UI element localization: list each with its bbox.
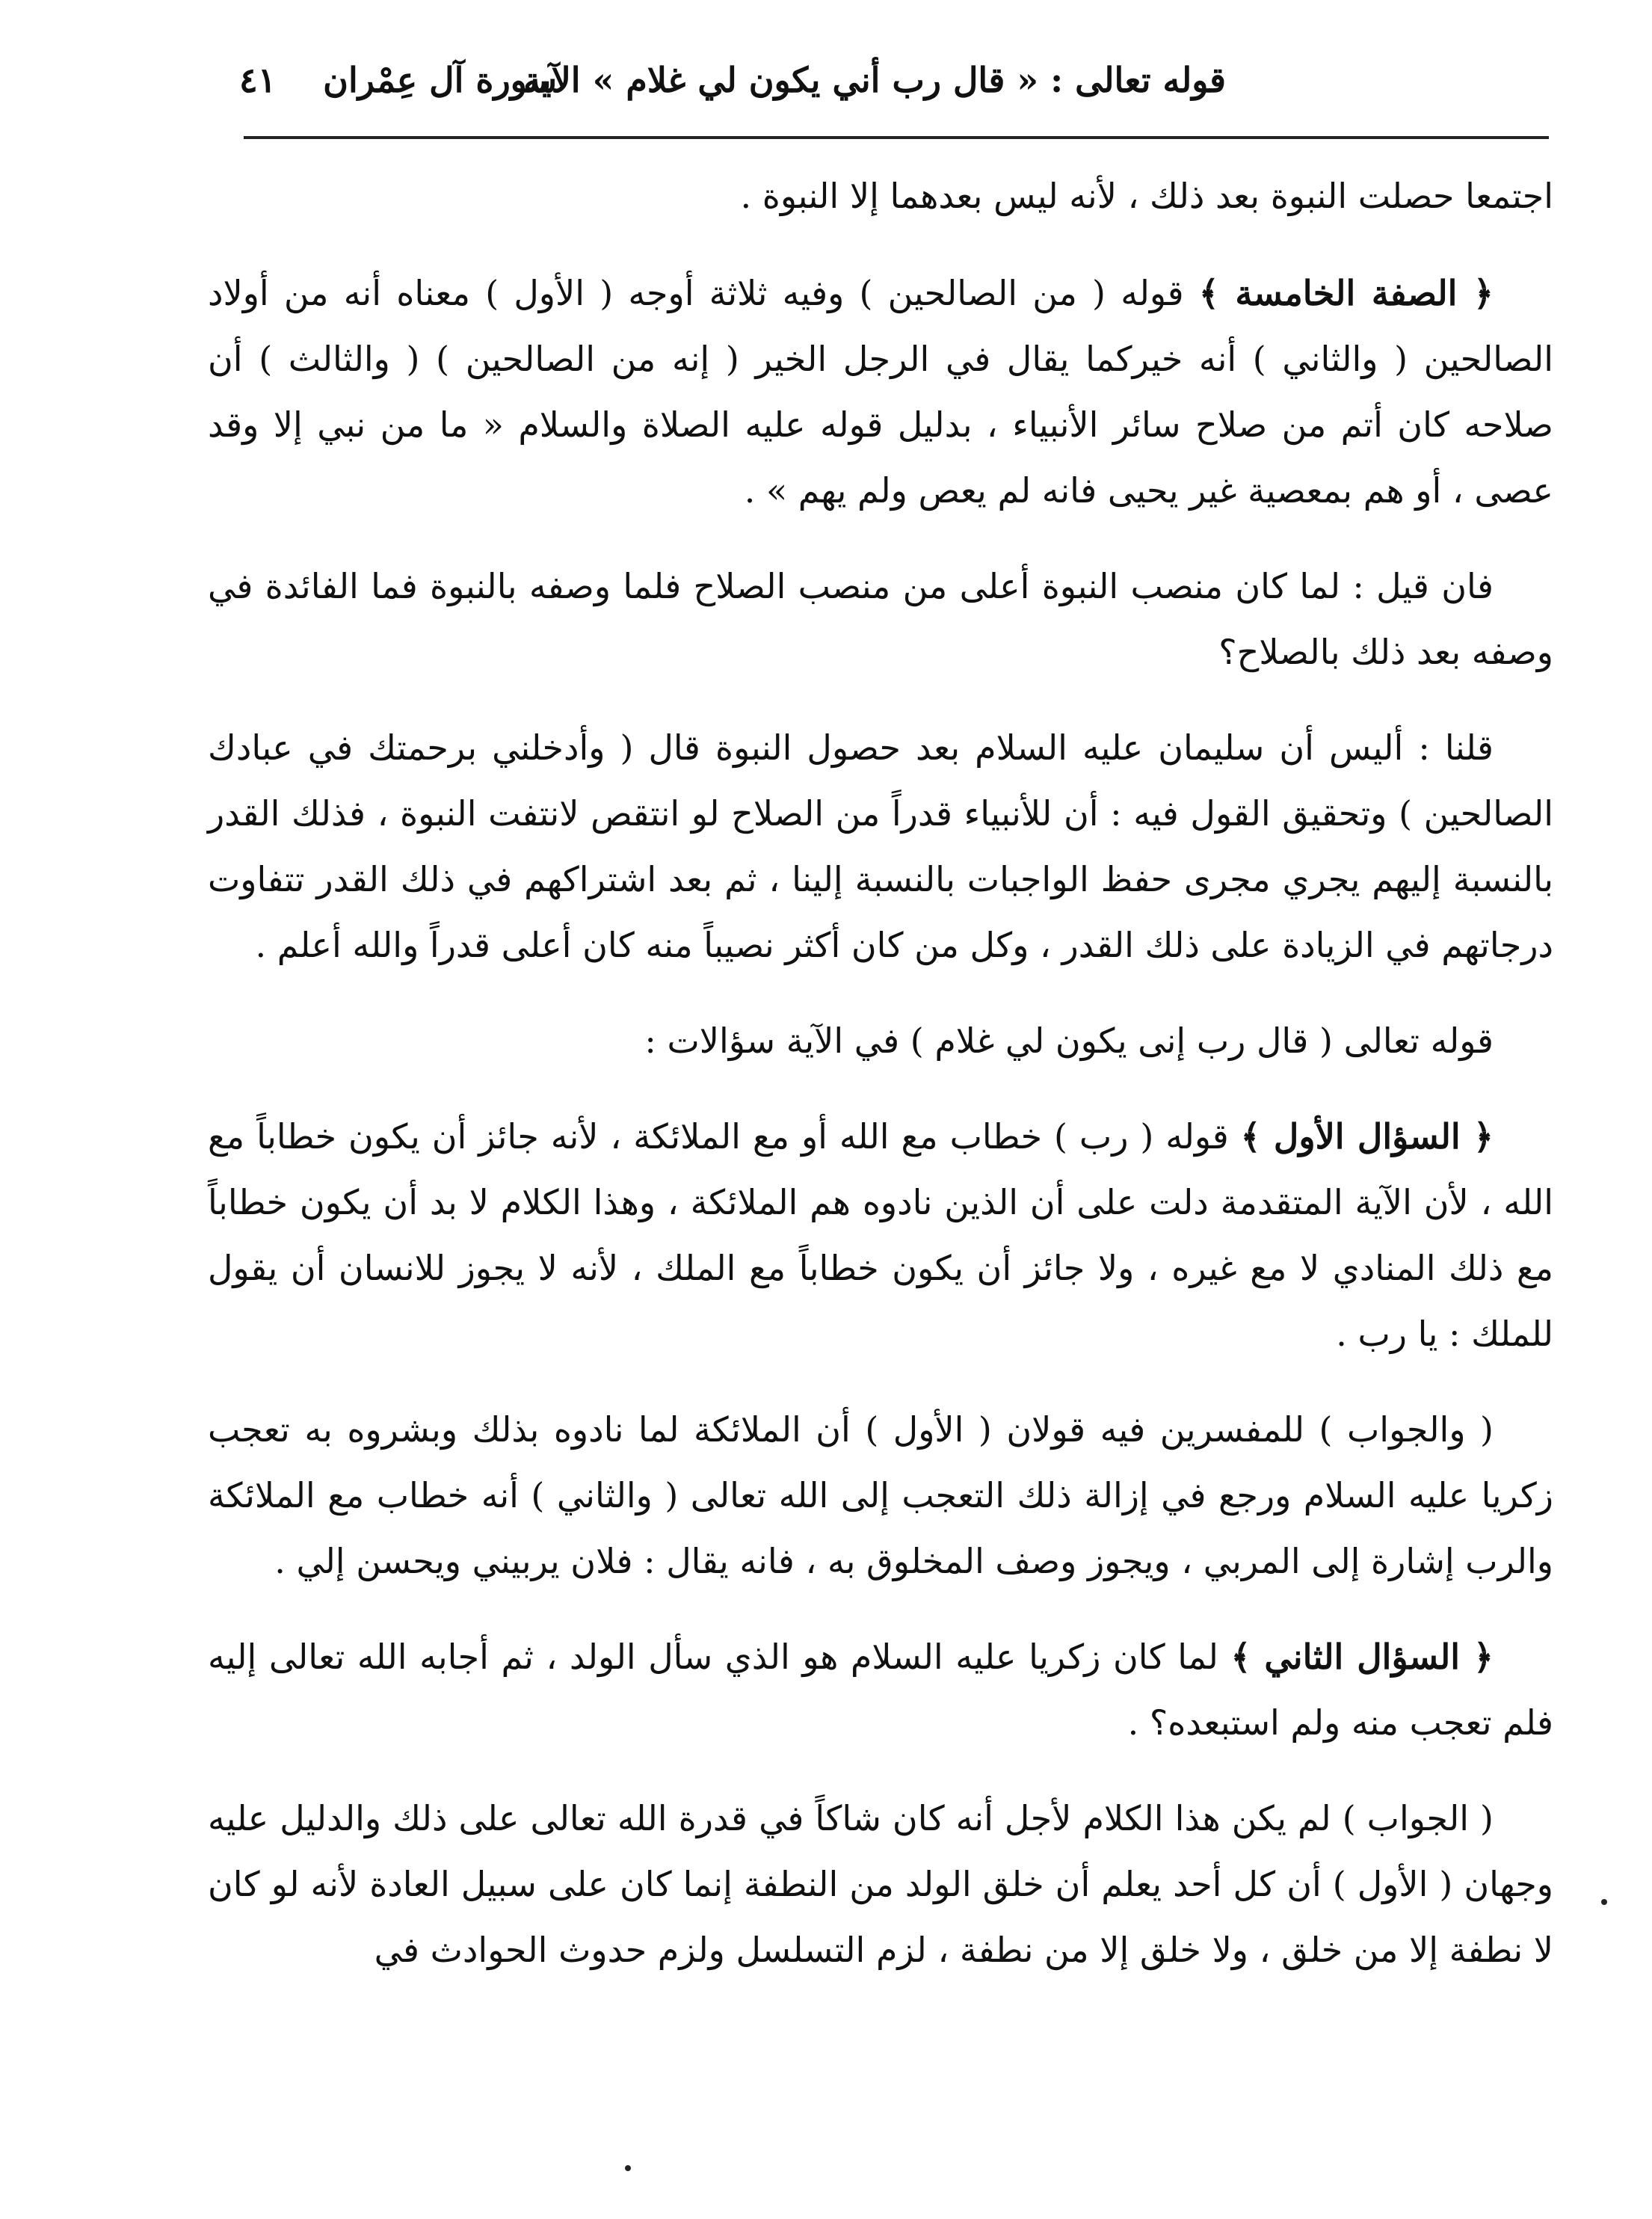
paragraph <box>208 1008 1553 1074</box>
paragraph <box>208 715 1553 978</box>
paragraph <box>208 1785 1553 1983</box>
header-title: قوله تعالى : « قال رب أني يكون لي غلام » الآية <box>523 60 1226 100</box>
scan-speck <box>625 2165 631 2171</box>
paragraph-text: قوله تعالى ( قال رب إنى يكون لي غلام ) في الآية سؤالات : <box>644 1021 1494 1061</box>
paragraph <box>208 1104 1553 1367</box>
page-number: ٤١ <box>239 60 277 100</box>
page-body <box>208 163 1553 2013</box>
surah-name: سورة آل عِمْران <box>323 60 557 100</box>
paragraph-text: لما كان زكريا عليه السلام هو الذي سأل الولد ، ثم أجابه الله تعالى إليه فلم تعجب منه ولم استبعده؟ . <box>208 1637 1553 1743</box>
paragraph-text: قوله ( من الصالحين ) وفيه ثلاثة أوجه ( الأول ) معناه أنه من أولاد الصالحين ( والثاني ) أنه خيركما يقال في الرجل الخير ( إنه من الصالحين ) ( والثالث ) أن صلاحه كان أتم من صلاح سائر الأنبياء ، بدليل قوله عليه الصلاة والسلام « ما من نبي إلا وقد عصى ، أو هم بمعصية غير يحيى فانه لم يعص ولم يهم » . <box>208 273 1553 511</box>
scan-speck <box>1601 1899 1607 1905</box>
paragraph <box>208 553 1553 685</box>
running-header <box>239 60 1226 120</box>
paragraph-text: قوله ( رب ) خطاب مع الله أو مع الملائكة ، لأنه جائز أن يكون خطاباً مع الله ، لأن الآية المتقدمة دلت على أن الذين نادوه هم الملائكة ، وهذا الكلام لا بد أن يكون خطاباً مع ذلك المنادي لا مع غيره ، ولا جائز أن يكون خطاباً مع الملك ، لأنه لا يجوز للانسان أن يقول للملك : يا رب . <box>208 1116 1553 1354</box>
section-heading: ﴿ السؤال الثاني ﴾ <box>1230 1637 1494 1677</box>
section-heading: ﴿ السؤال الأول ﴾ <box>1240 1116 1494 1157</box>
paragraph-text: قلنا : أليس أن سليمان عليه السلام بعد حصول النبوة قال ( وأدخلني برحمتك في عبادك الصالحين ) وتحقيق القول فيه : أن للأنبياء قدراً من الصلاح لو انتقص لانتفت النبوة ، فذلك القدر بالنسبة إليهم يجري مجرى حفظ الواجبات بالنسبة إلينا ، ثم بعد اشتراكهم في ذلك القدر تتفاوت درجاتهم في الزيادة على ذلك القدر ، وكل من كان أكثر نصيباً منه كان أعلى قدراً والله أعلم . <box>208 727 1553 965</box>
paragraph <box>208 1624 1553 1755</box>
header-rule <box>244 136 1549 139</box>
paragraph-text: اجتمعا حصلت النبوة بعد ذلك ، لأنه ليس بعدهما إلا النبوة . <box>740 176 1553 216</box>
paragraph <box>208 163 1553 229</box>
paragraph <box>208 260 1553 523</box>
paragraph <box>208 1397 1553 1594</box>
paragraph-text: ( والجواب ) للمفسرين فيه قولان ( الأول ) أن الملائكة لما نادوه بذلك وبشروه به تعجب زكريا عليه السلام ورجع في إزالة ذلك التعجب إلى الله تعالى ( والثاني ) أنه خطاب مع الملائكة والرب إشارة إلى المربي ، ويجوز وصف المخلوق به ، فانه يقال : فلان يربيني ويحسن إلي . <box>208 1409 1553 1581</box>
paragraph-text: ( الجواب ) لم يكن هذا الكلام لأجل أنه كان شاكاً في قدرة الله تعالى على ذلك والدليل عليه وجهان ( الأول ) أن كل أحد يعلم أن خلق الولد من النطفة إنما كان على سبيل العادة لأنه لو كان لا نطفة إلا من خلق ، ولا خلق إلا من نطفة ، لزم التسلسل ولزم حدوث الحوادث في <box>208 1798 1553 1970</box>
paragraph-text: فان قيل : لما كان منصب النبوة أعلى من منصب الصلاح فلما وصفه بالنبوة فما الفائدة في وصفه بعد ذلك بالصلاح؟ <box>208 566 1553 672</box>
section-heading: ﴿ الصفة الخامسة ﴾ <box>1198 273 1494 313</box>
